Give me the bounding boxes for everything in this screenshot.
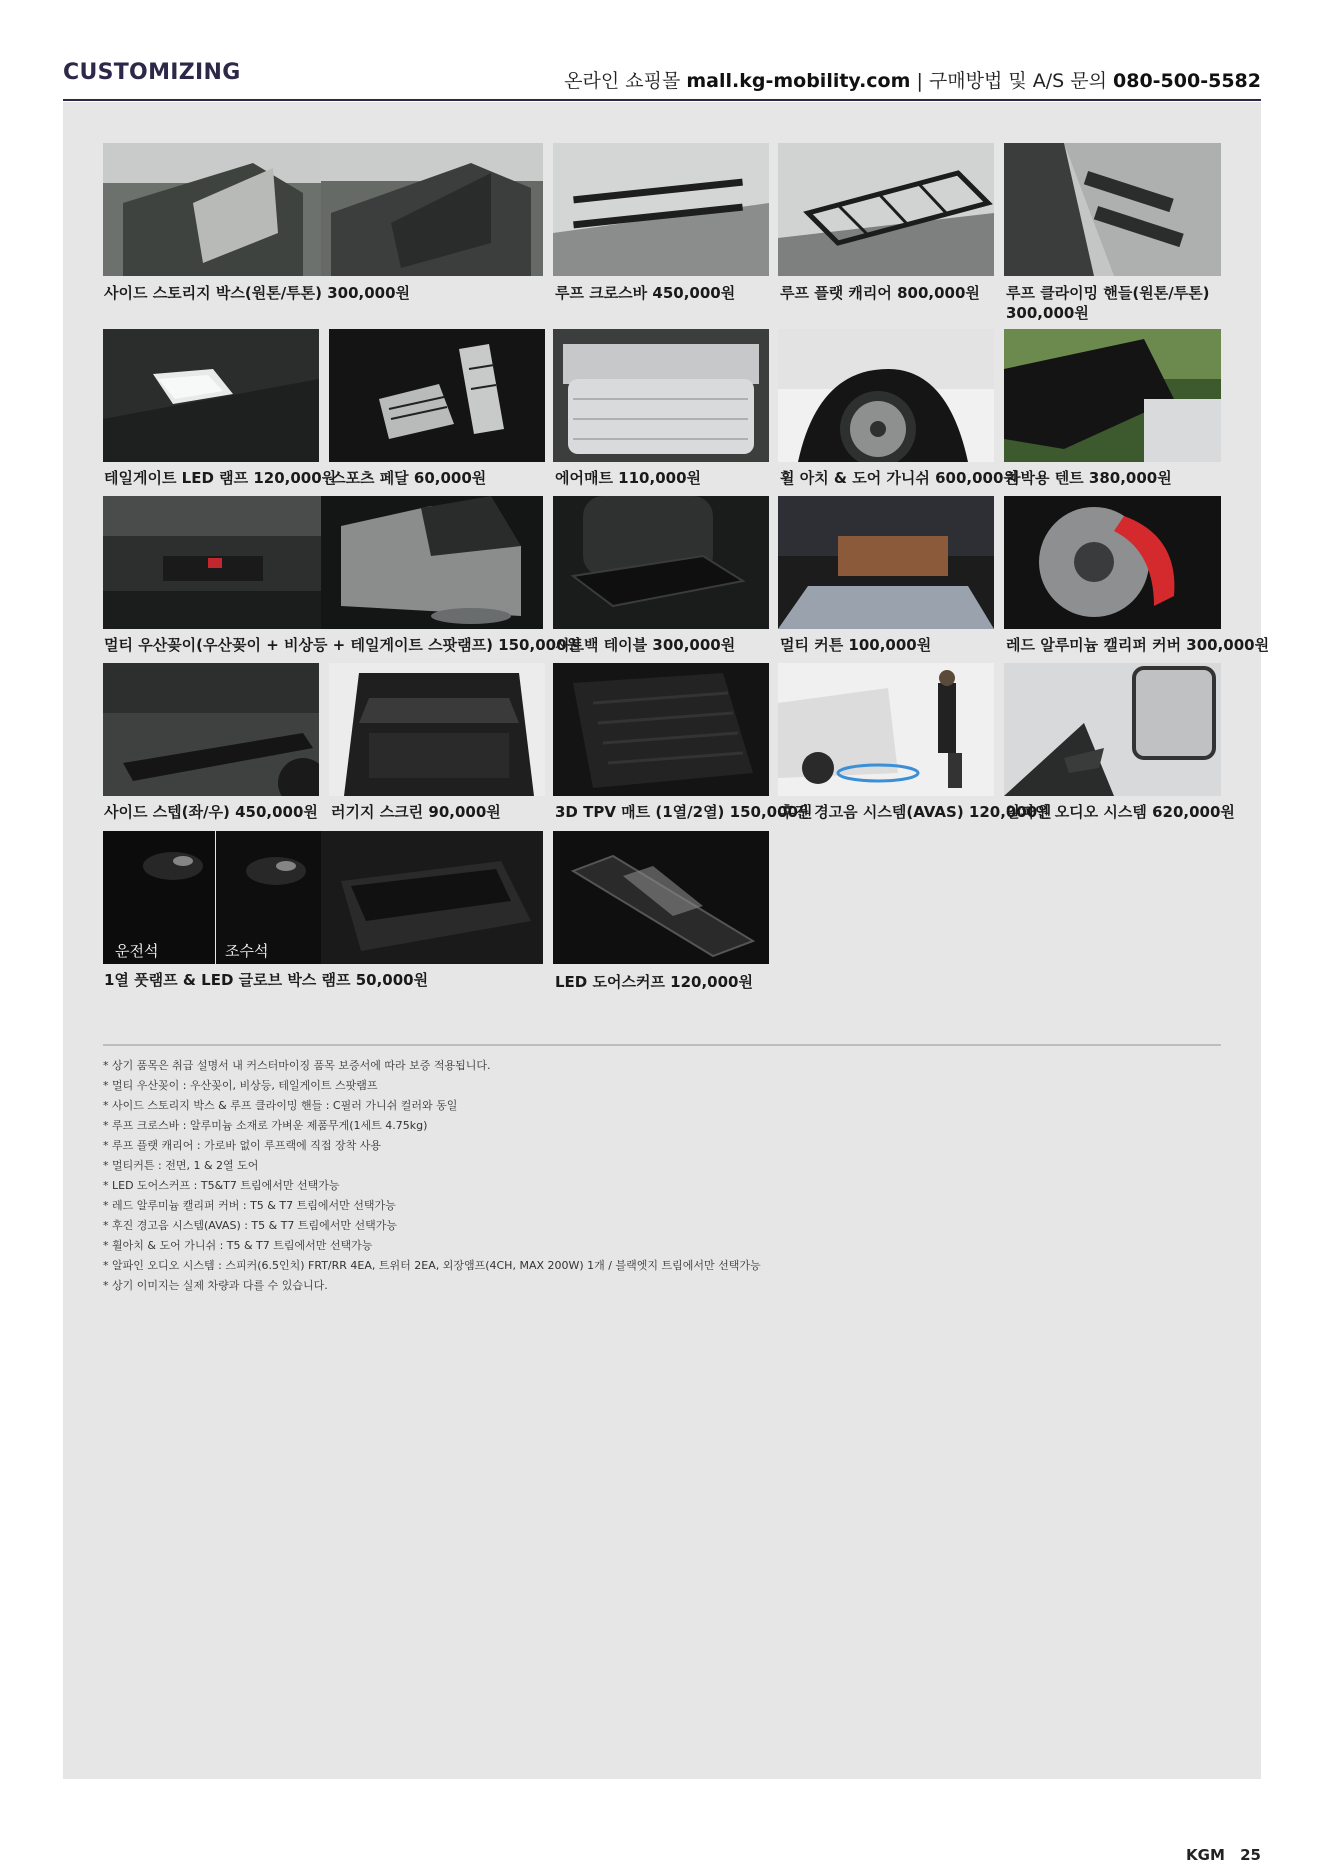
note-item: * 후진 경고음 시스템(AVAS) : T5 & T7 트림에서만 선택가능 xyxy=(103,1219,398,1232)
avas-label: 후진 경고음 시스템(AVAS) 120,000원 xyxy=(780,803,1052,821)
footer-brand: KGM xyxy=(1186,1846,1225,1864)
tpv-mat-label: 3D TPV 매트 (1열/2열) 150,000원 xyxy=(555,803,813,821)
note-item: * 상기 품목은 취급 설명서 내 커스터마이징 품목 보증서에 따라 보증 적용됩니다. xyxy=(103,1059,491,1072)
passenger-seat-caption: 조수석 xyxy=(225,942,269,960)
contact-info xyxy=(564,66,1261,93)
mall-url-link[interactable]: mall.kg-mobility.com xyxy=(686,70,911,92)
note-item: * 상기 이미지는 실제 차량과 다를 수 있습니다. xyxy=(103,1279,328,1292)
tailgate-lamp-label: 테일게이트 LED 램프 120,000원 xyxy=(104,469,337,487)
service-phone: 080-500-5582 xyxy=(1113,70,1261,92)
caliper-cover-photo xyxy=(1004,496,1221,629)
wheel-arch-photo xyxy=(778,329,994,462)
side-storage-photo-twotone xyxy=(321,143,543,276)
door-scuff-label: LED 도어스커프 120,000원 xyxy=(555,973,753,991)
note-item: * 알파인 오디오 시스템 : 스피커(6.5인치) FRT/RR 4EA, 트위터 2EA, 외장앰프(4CH, MAX 200W) 1개 / 블랙엣지 트림에서만 선택가능 xyxy=(103,1259,761,1272)
multi-umbrella-label: 멀티 우산꽂이(우산꽂이 + 비상등 + 테일게이트 스팟램프) 150,000원 xyxy=(104,636,581,654)
note-item: * 레드 알루미늄 캘리퍼 커버 : T5 & T7 트림에서만 선택가능 xyxy=(103,1199,396,1212)
notes-list xyxy=(103,1056,1203,1296)
note-item: * 루프 플랫 캐리어 : 가로바 없이 루프랙에 직접 장착 사용 xyxy=(103,1139,381,1152)
glove-box-lamp-photo xyxy=(321,831,543,964)
tpv-mat-photo xyxy=(553,663,769,796)
side-storage-photo-onetone xyxy=(103,143,321,276)
alpine-audio-label: 알파인 오디오 시스템 620,000원 xyxy=(1006,803,1235,821)
luggage-screen-photo xyxy=(329,663,545,796)
avas-photo xyxy=(778,663,994,796)
car-tent-label: 차박용 텐트 380,000원 xyxy=(1006,469,1172,487)
side-step-label: 사이드 스텝(좌/우) 450,000원 xyxy=(104,803,318,821)
header-separator: | xyxy=(916,70,923,92)
note-item: * 루프 크로스바 : 알루미늄 소재로 가벼운 제품무게(1세트 4.75kg) xyxy=(103,1119,428,1132)
side-step-photo xyxy=(103,663,319,796)
wheel-arch-label: 휠 아치 & 도어 가니쉬 600,000원 xyxy=(780,469,1018,487)
notes-divider xyxy=(103,1044,1221,1046)
seatback-table-photo xyxy=(553,496,769,629)
side-storage-label: 사이드 스토리지 박스(원톤/투톤) 300,000원 xyxy=(104,284,411,302)
driver-seat-caption: 운전석 xyxy=(115,942,159,960)
sports-pedal-photo xyxy=(329,329,545,462)
roof-handle-photo xyxy=(1004,143,1221,276)
header-rule xyxy=(63,99,1261,101)
note-item: * LED 도어스커프 : T5&T7 트림에서만 선택가능 xyxy=(103,1179,340,1192)
roof-crossbar-photo xyxy=(553,143,769,276)
air-mat-photo xyxy=(553,329,769,462)
roof-carrier-label: 루프 플랫 캐리어 800,000원 xyxy=(780,284,980,302)
multi-umbrella-photo-exterior xyxy=(321,496,543,629)
luggage-screen-label: 러기지 스크린 90,000원 xyxy=(331,803,501,821)
roof-handle-label: 루프 클라이밍 핸들(원톤/투톤) xyxy=(1006,284,1210,302)
caliper-cover-label: 레드 알루미늄 캘리퍼 커버 300,000원 xyxy=(1006,636,1270,654)
note-item: * 멀티 우산꽂이 : 우산꽂이, 비상등, 테일게이트 스팟램프 xyxy=(103,1079,378,1092)
page-number: 25 xyxy=(1240,1846,1261,1864)
note-item: * 멀티커튼 : 전면, 1 & 2열 도어 xyxy=(103,1159,259,1172)
alpine-audio-photo xyxy=(1004,663,1221,796)
tailgate-lamp-photo xyxy=(103,329,319,462)
note-item: * 휠아치 & 도어 가니쉬 : T5 & T7 트림에서만 선택가능 xyxy=(103,1239,373,1252)
roof-crossbar-label: 루프 크로스바 450,000원 xyxy=(555,284,736,302)
note-item: * 사이드 스토리지 박스 & 루프 클라이밍 핸들 : C필러 가니쉬 컬러와 동일 xyxy=(103,1099,458,1112)
air-mat-label: 에어매트 110,000원 xyxy=(555,469,701,487)
multi-curtain-photo xyxy=(778,496,994,629)
seatback-table-label: 시트백 테이블 300,000원 xyxy=(555,636,736,654)
door-scuff-photo xyxy=(553,831,769,964)
mall-prefix: 온라인 쇼핑몰 xyxy=(564,70,681,92)
roof-handle-price: 300,000원 xyxy=(1006,304,1089,322)
multi-umbrella-photo-interior xyxy=(103,496,321,629)
page-footer xyxy=(1176,1846,1261,1864)
foot-lamp-label: 1열 풋램프 & LED 글로브 박스 램프 50,000원 xyxy=(104,971,429,989)
car-tent-photo xyxy=(1004,329,1221,462)
service-prefix: 구매방법 및 A/S 문의 xyxy=(928,70,1107,92)
multi-curtain-label: 멀티 커튼 100,000원 xyxy=(780,636,932,654)
section-title: CUSTOMIZING xyxy=(63,60,241,85)
roof-carrier-photo xyxy=(778,143,994,276)
sports-pedal-label: 스포츠 페달 60,000원 xyxy=(331,469,487,487)
